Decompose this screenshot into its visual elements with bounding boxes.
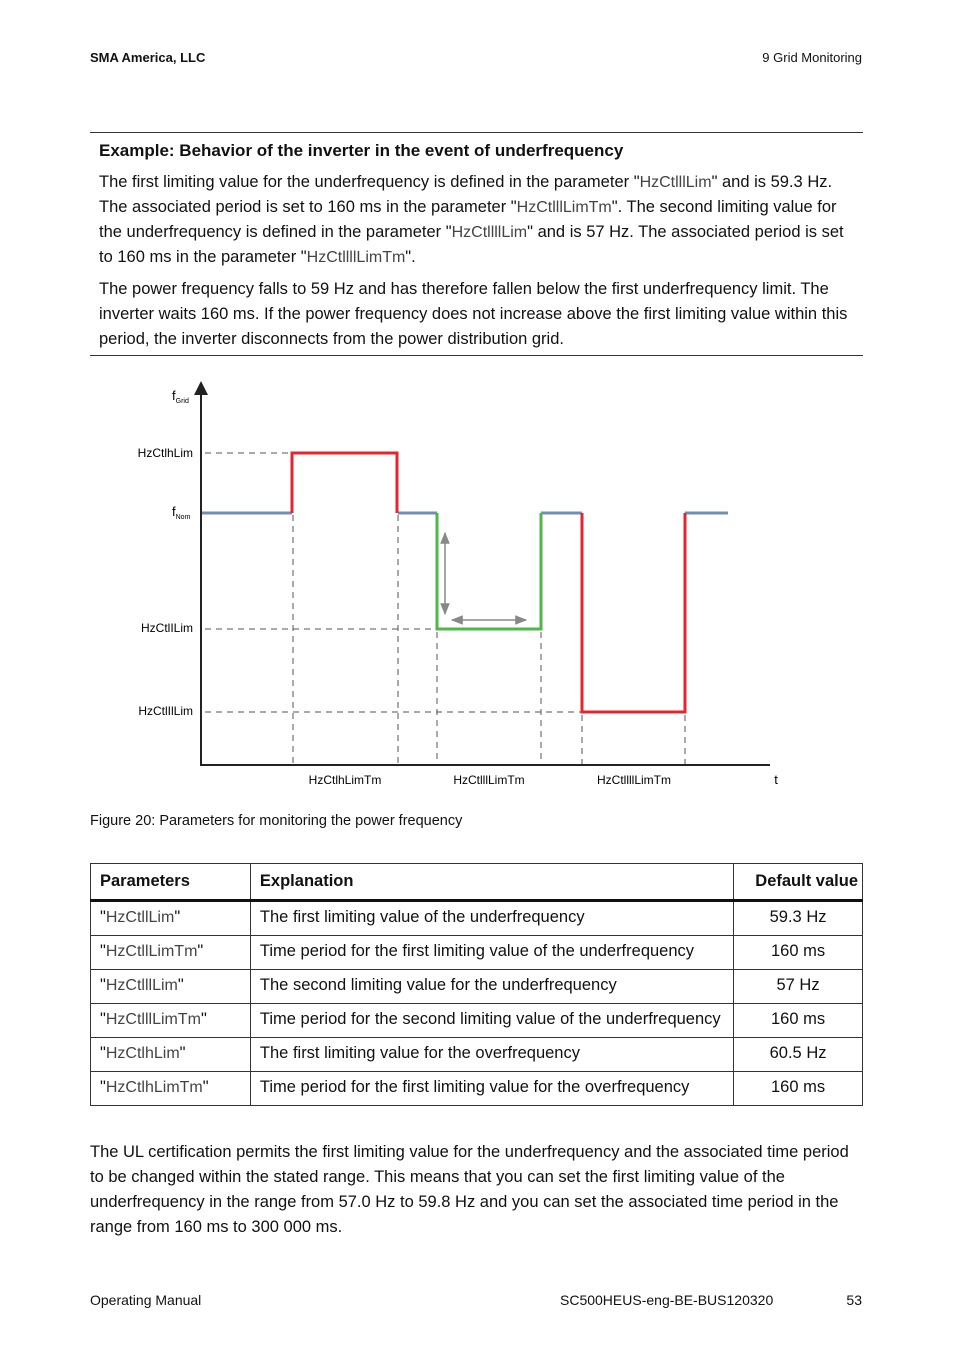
y-axis-label: $f_{Grid}$ xyxy=(172,388,189,405)
body-paragraph: The UL certification permits the first limiting value for the underfrequency and the associated time period to be changed within the stated range. This means that you can set the first limiting value of the underfrequency in the range from 57.0 Hz to 59.8 Hz and you can set the associated time period in the range from 160 ms to 300 000 ms. xyxy=(90,1143,849,1236)
default-value-cell: 160 ms xyxy=(734,936,863,970)
time-label-2: HzCtlllLimTm xyxy=(453,773,525,787)
parameter-cell: "HzCtlllLim" xyxy=(91,970,251,1004)
parameter-cell: "HzCtlhLimTm" xyxy=(91,1072,251,1106)
parameters-table xyxy=(90,863,863,1106)
example-top-rule xyxy=(90,132,863,133)
table-row xyxy=(91,1072,863,1106)
underfrequency-pulse-1 xyxy=(437,513,541,629)
time-label-3: HzCtllllLimTm xyxy=(597,773,671,787)
example-paragraph-2: The power frequency falls to 59 Hz and has therefore fallen below the first underfrequency limit. The inverter waits 160 ms. If the power frequency does not increase above the first limiting value within this period, the inverter disconnects from the power distribution grid. xyxy=(99,280,848,348)
frequency-monitoring-diagram xyxy=(0,370,954,800)
underfrequency-pulse-2 xyxy=(582,513,685,712)
footer-doc-id: SC500HEUS-eng-BE-BUS120320 xyxy=(560,1292,774,1308)
default-value-cell: 59.3 Hz xyxy=(734,901,863,936)
header-explanation: Explanation xyxy=(250,864,733,901)
parameter-name: HzCtlllLimTm xyxy=(516,199,612,216)
table-row xyxy=(91,901,863,936)
label-fnom: $f_{Nom}$ xyxy=(172,504,191,521)
x-axis-label: t xyxy=(774,772,778,787)
explanation-cell: Time period for the second limiting value of the underfrequency xyxy=(250,1004,733,1038)
parameter-name: HzCtlhLimTm xyxy=(105,1079,203,1096)
parameter-name: HzCtlllLim xyxy=(639,174,712,191)
explanation-cell: The first limiting value of the underfrequency xyxy=(250,901,733,936)
parameter-name: HzCtllllLimTm xyxy=(306,249,406,266)
table-row xyxy=(91,936,863,970)
example-title: Example: Behavior of the inverter in the event of underfrequency xyxy=(99,141,624,160)
parameter-name: HzCtlllLim xyxy=(105,977,178,994)
time-label-1: HzCtlhLimTm xyxy=(308,773,382,787)
label-hzctlhlim: HzCtlhLim xyxy=(137,446,193,460)
label-hzctlllim: HzCtlILim xyxy=(140,621,193,635)
parameter-cell: "HzCtlhLim" xyxy=(91,1038,251,1072)
footer-manual-type: Operating Manual xyxy=(90,1292,202,1308)
header-company: SMA America, LLC xyxy=(90,50,206,65)
parameter-name: HzCtllLimTm xyxy=(105,943,198,960)
parameter-cell: "HzCtllLimTm" xyxy=(91,936,251,970)
example-paragraph-1: The first limiting value for the underfrequency is defined in the parameter "HzCtlllLim" and is 59.3 Hz. The associated period is set to 160 ms in the parameter "HzCtlllLimTm". The second limiting value for the underfrequency is defined in the parameter "HzCtllllLim" and is 57 Hz. The associated period is set to 160 ms in the parameter "HzCtllllLimTm". xyxy=(99,173,844,266)
parameter-cell: "HzCtllLim" xyxy=(91,901,251,936)
table-row xyxy=(91,970,863,1004)
table-body xyxy=(91,901,863,1106)
parameter-name: HzCtlllLimTm xyxy=(105,1011,201,1028)
table-row xyxy=(91,1004,863,1038)
parameter-name: HzCtllllLim xyxy=(451,224,528,241)
explanation-cell: Time period for the first limiting value for the overfrequency xyxy=(250,1072,733,1106)
table-row xyxy=(91,1038,863,1072)
explanation-cell: The first limiting value for the overfrequency xyxy=(250,1038,733,1072)
header-default-value: Default value xyxy=(734,864,863,901)
parameter-name: HzCtlhLim xyxy=(105,1045,180,1062)
header-section: 9 Grid Monitoring xyxy=(762,50,862,65)
default-value-cell: 57 Hz xyxy=(734,970,863,1004)
footer-page-number: 53 xyxy=(846,1292,862,1308)
explanation-cell: Time period for the first limiting value of the underfrequency xyxy=(250,936,733,970)
default-value-cell: 60.5 Hz xyxy=(734,1038,863,1072)
header-parameters: Parameters xyxy=(91,864,251,901)
overfrequency-pulse xyxy=(292,453,397,513)
figure-caption: Figure 20: Parameters for monitoring the power frequency xyxy=(90,813,463,829)
default-value-cell: 160 ms xyxy=(734,1004,863,1038)
example-bottom-rule xyxy=(90,355,863,356)
parameter-name: HzCtllLim xyxy=(105,909,175,926)
table-header-row xyxy=(91,864,863,901)
parameter-cell: "HzCtlllLimTm" xyxy=(91,1004,251,1038)
default-value-cell: 160 ms xyxy=(734,1072,863,1106)
label-hzctllllim: HzCtlIlLim xyxy=(138,704,193,718)
arrows xyxy=(445,533,526,620)
explanation-cell: The second limiting value for the underfrequency xyxy=(250,970,733,1004)
